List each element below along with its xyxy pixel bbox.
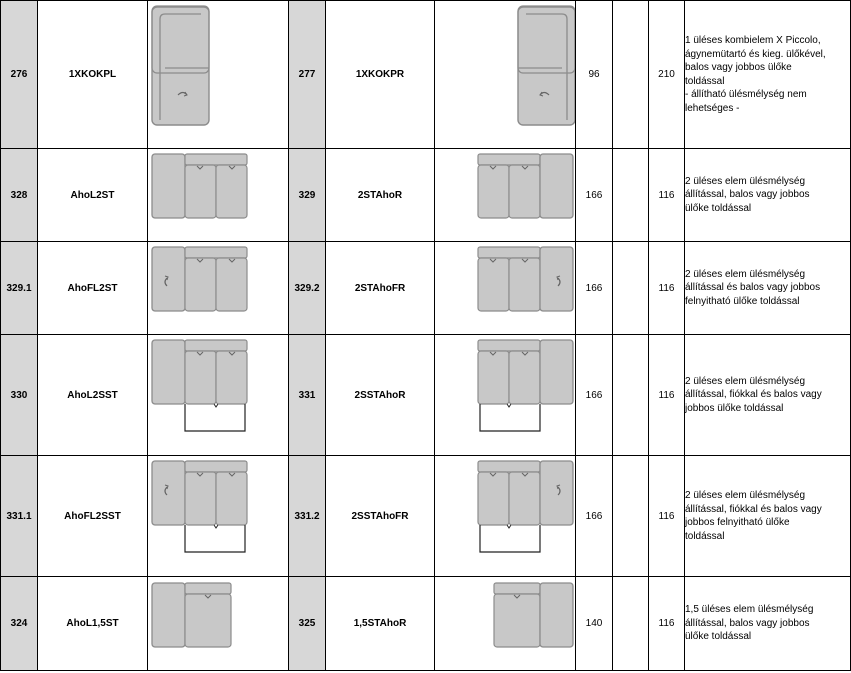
right-item-number: 331.2 <box>289 456 326 577</box>
right-item-code: 2STAhoFR <box>326 242 435 335</box>
right-item-number: 325 <box>289 577 326 671</box>
two-seat-drawer-left-icon <box>148 335 289 456</box>
empty-cell <box>613 456 649 577</box>
depth-value: 116 <box>649 456 685 577</box>
description-line: - állítható ülésmélység nem <box>685 89 807 100</box>
corner-seat-right-icon <box>435 1 576 149</box>
description-line: toldással <box>685 75 725 87</box>
table-row <box>1 577 851 671</box>
right-item-number: 329 <box>289 149 326 242</box>
left-item-code: AhoFL2SST <box>38 456 148 577</box>
right-item-code: 2SSTAhoR <box>326 335 435 456</box>
right-item-code: 2STAhoR <box>326 149 435 242</box>
description-line: állítással, balos vagy jobbos <box>685 189 810 201</box>
two-seat-lift-drawer-right-icon <box>435 456 576 577</box>
description-line: 2 üléses elem ülésmélység <box>685 175 806 187</box>
left-item-number: 328 <box>1 149 38 242</box>
description-line: jobbos ülőke toldással <box>685 402 784 414</box>
two-seat-right-icon <box>435 149 576 242</box>
description-line: ülőke toldással <box>685 202 752 214</box>
empty-cell <box>613 1 649 149</box>
two-seat-lift-left-icon <box>148 242 289 335</box>
description-line: 1 üléses kombielem X Piccolo, <box>685 35 821 46</box>
width-value: 166 <box>576 335 613 456</box>
description-line: jobbos felnyitható ülőke <box>685 517 790 528</box>
corner-seat-left-icon <box>148 1 289 149</box>
one-half-seat-left-icon <box>148 577 289 671</box>
width-value: 166 <box>576 149 613 242</box>
description <box>685 577 851 671</box>
width-value: 96 <box>576 1 613 149</box>
description <box>685 1 851 149</box>
description <box>685 335 851 456</box>
left-item-number: 276 <box>1 1 38 149</box>
table-row <box>1 1 851 149</box>
description-line: ágynemütartó és kieg. ülőkével, <box>685 48 826 60</box>
description-line: lehetséges - <box>685 102 740 114</box>
depth-value: 116 <box>649 149 685 242</box>
depth-value: 116 <box>649 335 685 456</box>
table-row <box>1 149 851 242</box>
left-item-number: 324 <box>1 577 38 671</box>
depth-value: 210 <box>649 1 685 149</box>
description-line: állítással, fiókkal és balos vagy <box>685 503 822 515</box>
table-row <box>1 335 851 456</box>
description-line: 2 üléses elem ülésmélység <box>685 268 806 280</box>
description-line: felnyitható ülőke toldással <box>685 295 800 307</box>
depth-value: 116 <box>649 577 685 671</box>
width-value: 166 <box>576 456 613 577</box>
left-item-code: AhoL1,5ST <box>38 577 148 671</box>
empty-cell <box>613 577 649 671</box>
left-item-number: 329.1 <box>1 242 38 335</box>
description-line: 2 üléses elem ülésmélység <box>685 490 806 501</box>
right-item-code: 2SSTAhoFR <box>326 456 435 577</box>
description-line: balos vagy jobbos ülőke <box>685 62 792 73</box>
description-line: 1,5 üléses elem ülésmélység <box>685 604 814 616</box>
description <box>685 149 851 242</box>
empty-cell <box>613 335 649 456</box>
depth-value: 116 <box>649 242 685 335</box>
two-seat-left-icon <box>148 149 289 242</box>
description-line: állítással, fiókkal és balos vagy <box>685 389 822 401</box>
right-item-number: 277 <box>289 1 326 149</box>
right-item-code: 1XKOKPR <box>326 1 435 149</box>
width-value: 166 <box>576 242 613 335</box>
table-row <box>1 456 851 577</box>
description <box>685 242 851 335</box>
left-item-code: AhoFL2ST <box>38 242 148 335</box>
two-seat-drawer-right-icon <box>435 335 576 456</box>
empty-cell <box>613 149 649 242</box>
left-item-code: 1XKOKPL <box>38 1 148 149</box>
description-line: toldással <box>685 530 725 542</box>
table-row <box>1 242 851 335</box>
two-seat-lift-drawer-left-icon <box>148 456 289 577</box>
width-value: 140 <box>576 577 613 671</box>
description-line: 2 üléses elem ülésmélység <box>685 375 806 387</box>
description-line: állítással és balos vagy jobbos <box>685 282 821 294</box>
right-item-number: 331 <box>289 335 326 456</box>
description-line: ülőke toldással <box>685 631 752 643</box>
description-line: állítással, balos vagy jobbos <box>685 617 810 629</box>
left-item-number: 331.1 <box>1 456 38 577</box>
description <box>685 456 851 577</box>
right-item-number: 329.2 <box>289 242 326 335</box>
left-item-number: 330 <box>1 335 38 456</box>
left-item-code: AhoL2SST <box>38 335 148 456</box>
left-item-code: AhoL2ST <box>38 149 148 242</box>
two-seat-lift-right-icon <box>435 242 576 335</box>
right-item-code: 1,5STAhoR <box>326 577 435 671</box>
empty-cell <box>613 242 649 335</box>
one-half-seat-right-icon <box>435 577 576 671</box>
